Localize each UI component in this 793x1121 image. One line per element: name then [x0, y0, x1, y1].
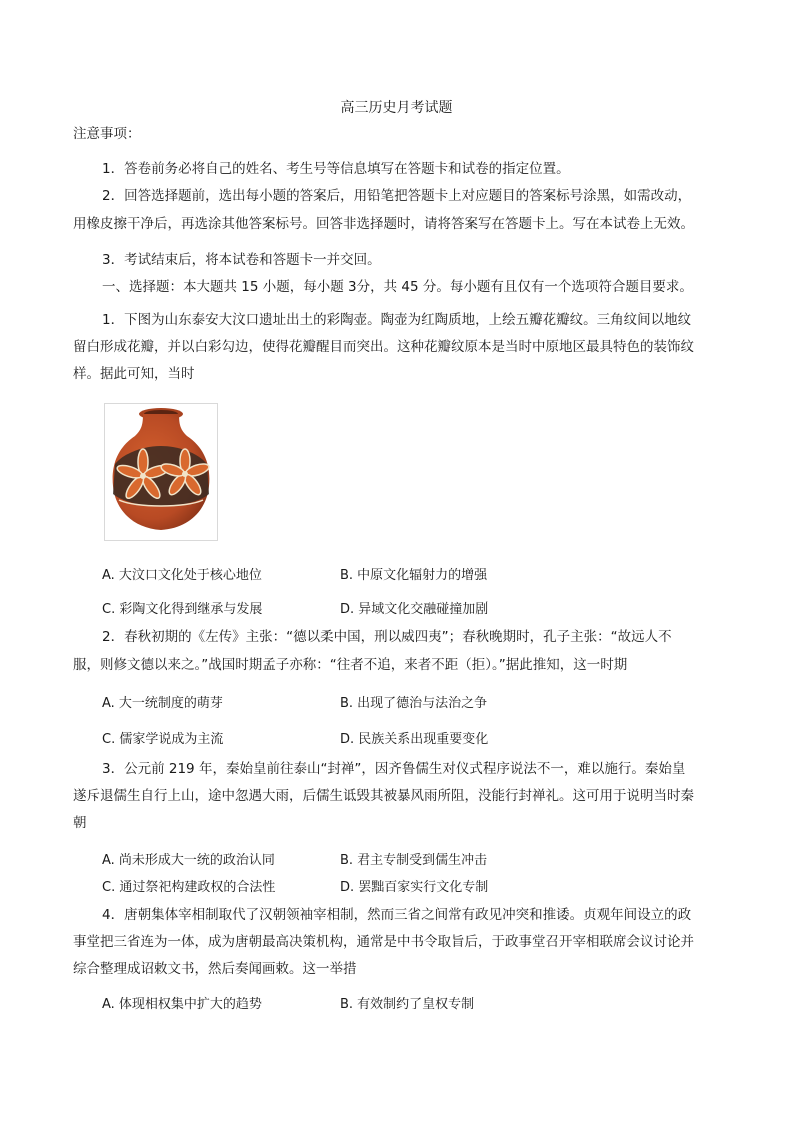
q1-option-d[interactable]: D. 异域文化交融碰撞加剧 [340, 602, 489, 617]
q3-stem-line-2: 遂斥退儒生自行上山，途中忽遇大雨，后儒生诋毁其被暴风雨所阻，没能行封禅礼。这可用于说明当时秦 [73, 788, 694, 804]
section-intro: 一、选择题：本大题共 15 小题，每小题 3分，共 45 分。每小题有且仅有一个选项符合题目要求。 [102, 279, 693, 295]
q2-option-b[interactable]: B. 出现了德治与法治之争 [340, 696, 488, 711]
q2-stem-line-2: 服，则修文德以来之。”战国时期孟子亦称：“往者不追，来者不距（拒）。”据此推知，这一时期 [73, 657, 628, 673]
notice-heading: 注意事项： [73, 126, 141, 142]
q1-option-c[interactable]: C. 彩陶文化得到继承与发展 [102, 602, 263, 617]
q3-option-c[interactable]: C. 通过祭祀构建政权的合法性 [102, 880, 276, 895]
q3-stem-line-3: 朝 [73, 815, 87, 831]
q2-option-c[interactable]: C. 儒家学说成为主流 [102, 732, 224, 747]
q2-stem-line-1: 2．春秋初期的《左传》主张：“德以柔中国，刑以威四夷”；春秋晚期时，孔子主张：“故远人不 [102, 629, 672, 645]
notice-2-line-1: 2．回答选择题前，选出每小题的答案后，用铅笔把答题卡上对应题目的答案标号涂黑，如需改动， [102, 188, 692, 204]
q2-option-a[interactable]: A. 大一统制度的萌芽 [102, 696, 223, 711]
notice-2-line-2: 用橡皮擦干净后，再选涂其他答案标号。回答非选择题时，请将答案写在答题卡上。写在本试卷上无效。 [73, 216, 694, 232]
q4-stem-line-2: 事堂把三省连为一体，成为唐朝最高决策机构，通常是中书令取旨后，于政事堂召开宰相联席会议讨论并 [73, 934, 694, 950]
q1-option-b[interactable]: B. 中原文化辐射力的增强 [340, 568, 488, 583]
q3-option-d[interactable]: D. 罢黜百家实行文化专制 [340, 880, 489, 895]
notice-1: 1．答卷前务必将自己的姓名、考生号等信息填写在答题卡和试卷的指定位置。 [102, 161, 570, 177]
q3-option-b[interactable]: B. 君主专制受到儒生冲击 [340, 853, 488, 868]
exam-title: 高三历史月考试题 [340, 100, 453, 116]
q1-stem-line-3: 样。据此可知，当时 [73, 366, 195, 382]
q1-option-a[interactable]: A. 大汶口文化处于核心地位 [102, 568, 262, 583]
q4-option-b[interactable]: B. 有效制约了皇权专制 [340, 997, 475, 1012]
q1-stem-line-2: 留白形成花瓣，并以白彩勾边，使得花瓣醒目而突出。这种花瓣纹原本是当时中原地区最具特色的装饰纹 [73, 339, 694, 355]
q3-stem-line-1: 3．公元前 219 年，秦始皇前往泰山“封禅”，因齐鲁儒生对仪式程序说法不一，难以施行。秦始皇 [102, 761, 686, 777]
q2-option-d[interactable]: D. 民族关系出现重要变化 [340, 732, 489, 747]
notice-3: 3．考试结束后，将本试卷和答题卡一并交回。 [102, 252, 381, 268]
painted-pottery-vase-icon [104, 403, 218, 541]
q4-stem-line-1: 4．唐朝集体宰相制取代了汉朝领袖宰相制，然而三省之间常有政见冲突和推诿。贞观年间设立的政 [102, 907, 692, 923]
q3-option-a[interactable]: A. 尚未形成大一统的政治认同 [102, 853, 275, 868]
q1-stem-line-1: 1．下图为山东泰安大汶口遗址出土的彩陶壶。陶壶为红陶质地，上绘五瓣花瓣纹。三角纹间以地纹 [102, 312, 692, 328]
q4-stem-line-3: 综合整理成诏敕文书，然后奏闻画敕。这一举措 [73, 961, 357, 977]
q4-option-a[interactable]: A. 体现相权集中扩大的趋势 [102, 997, 262, 1012]
